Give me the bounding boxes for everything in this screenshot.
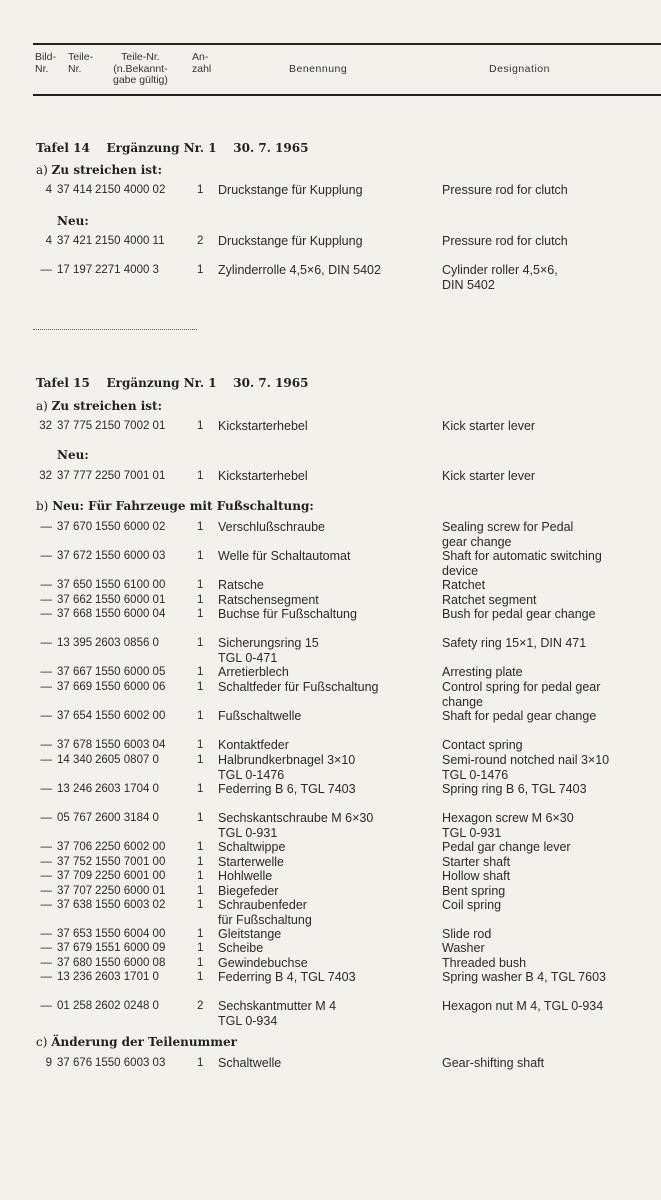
teile-nr-cell: 37 775: [57, 420, 93, 432]
quantity-cell: 1: [197, 594, 204, 606]
bild-nr-cell: 9: [45, 1057, 52, 1069]
bild-nr-cell: —: [40, 942, 52, 954]
quantity-cell: 1: [197, 710, 204, 722]
benennung-cell: Starterwelle: [218, 855, 284, 869]
bild-nr-cell: —: [40, 710, 52, 722]
new-teile-nr-cell: 1550 6000 04: [95, 608, 166, 620]
new-teile-nr-cell: 2600 3184 0: [95, 812, 159, 824]
benennung-cell: Schaltfeder für Fußschaltung: [218, 680, 379, 694]
bild-nr-cell: —: [40, 579, 52, 591]
tafel15-b-label: Neu: Für Fahrzeuge mit Fußschaltung:: [52, 499, 314, 513]
bild-nr-cell: —: [40, 899, 52, 911]
quantity-cell: 1: [197, 957, 204, 969]
teile-nr-cell: 13 395: [57, 637, 93, 649]
bild-nr-cell: —: [40, 637, 52, 649]
designation-cell: Washer: [442, 941, 485, 955]
tafel15-a-prefix: a): [36, 399, 48, 413]
benennung-cell: Gewindebuchse: [218, 956, 308, 970]
teile-nr-cell: 37 707: [57, 885, 93, 897]
header-benennung: Benennung: [289, 63, 348, 75]
header-designation: Designation: [489, 63, 550, 75]
bild-nr-cell: —: [40, 957, 52, 969]
designation-cell: Ratchet: [442, 578, 486, 592]
bild-nr-cell: —: [40, 521, 52, 533]
benennung-cell: Gleitstange: [218, 927, 282, 941]
new-teile-nr-cell: 1550 6003 03: [95, 1057, 166, 1069]
teile-nr-cell: 37 752: [57, 856, 93, 868]
designation-cell: Shaft for pedal gear change: [442, 709, 597, 723]
tafel15-b-heading: [36, 499, 314, 513]
bild-nr-cell: —: [40, 812, 52, 824]
designation-cell: Gear-shifting shaft: [442, 1056, 545, 1070]
benennung-cell: Druckstange für Kupplung: [218, 183, 363, 197]
tafel15-title: Tafel 15 Ergänzung Nr. 1 30. 7. 1965: [36, 376, 309, 390]
new-teile-nr-cell: 2605 0807 0: [95, 754, 159, 766]
tafel14-a-heading: [36, 163, 162, 177]
designation-cell: Ratchet segment: [442, 593, 537, 607]
designation-cell: Coil spring: [442, 898, 502, 912]
designation-cell: Pressure rod for clutch: [442, 234, 568, 248]
benennung-cell: Fußschaltwelle: [218, 709, 302, 723]
new-teile-nr-cell: 1550 7001 00: [95, 856, 166, 868]
benennung-cell: Federring B 4, TGL 7403: [218, 970, 356, 984]
tafel15-b-prefix: b): [36, 499, 49, 513]
benennung-cell: Ratsche: [218, 578, 264, 592]
benennung-cell: Kickstarterhebel: [218, 469, 308, 483]
quantity-cell: 2: [197, 235, 204, 247]
header-bottom-rule: [33, 94, 661, 96]
tafel14-title: Tafel 14 Ergänzung Nr. 1 30. 7. 1965: [36, 141, 309, 155]
new-teile-nr-cell: 1550 6000 08: [95, 957, 166, 969]
new-teile-nr-cell: 1550 6003 04: [95, 739, 166, 751]
benennung-cell-line2: TGL 0-471: [218, 650, 278, 665]
designation-cell-line2: TGL 0-931: [442, 825, 502, 840]
bild-nr-cell: —: [40, 681, 52, 693]
new-teile-nr-cell: 2250 7001 01: [95, 470, 166, 482]
quantity-cell: 1: [197, 420, 204, 432]
teile-nr-cell: 37 667: [57, 666, 93, 678]
quantity-cell: 1: [197, 184, 204, 196]
benennung-cell: Kickstarterhebel: [218, 419, 308, 433]
designation-cell: Contact spring: [442, 738, 523, 752]
teile-nr-cell: 37 777: [57, 470, 93, 482]
benennung-cell: Verschlußschraube: [218, 520, 326, 534]
new-teile-nr-cell: 2603 0856 0: [95, 637, 159, 649]
bild-nr-cell: 4: [45, 235, 52, 247]
benennung-cell: Arretierblech: [218, 665, 289, 679]
quantity-cell: 1: [197, 899, 204, 911]
new-teile-nr-cell: 2250 6000 01: [95, 885, 166, 897]
quantity-cell: 1: [197, 739, 204, 751]
teile-nr-cell: 37 653: [57, 928, 93, 940]
designation-cell: Spring washer B 4, TGL 7603: [442, 970, 606, 984]
benennung-cell: Schaltwippe: [218, 840, 286, 854]
benennung-cell: Scheibe: [218, 941, 264, 955]
teile-nr-cell: 37 668: [57, 608, 93, 620]
new-teile-nr-cell: 2603 1704 0: [95, 783, 159, 795]
teile-nr-cell: 37 414: [57, 184, 93, 196]
designation-cell: Slide rod: [442, 927, 492, 941]
teile-nr-cell: 13 246: [57, 783, 93, 795]
new-teile-nr-cell: 1550 6000 03: [95, 550, 166, 562]
designation-cell: Bush for pedal gear change: [442, 607, 596, 621]
quantity-cell: 1: [197, 550, 204, 562]
benennung-cell: Schraubenfeder: [218, 898, 307, 912]
benennung-cell: Federring B 6, TGL 7403: [218, 782, 356, 796]
designation-cell: Hexagon nut M 4, TGL 0-934: [442, 999, 604, 1013]
designation-cell: Hexagon screw M 6×30: [442, 811, 574, 825]
teile-nr-cell: 37 638: [57, 899, 93, 911]
new-teile-nr-cell: 1550 6100 00: [95, 579, 166, 591]
new-teile-nr-cell: 2250 6001 00: [95, 870, 166, 882]
designation-cell: Safety ring 15×1, DIN 471: [442, 636, 587, 650]
designation-cell: Control spring for pedal gear: [442, 680, 601, 694]
new-teile-nr-cell: 1550 6000 01: [95, 594, 166, 606]
teile-nr-cell: 37 421: [57, 235, 93, 247]
designation-cell: Arresting plate: [442, 665, 523, 679]
designation-cell: Cylinder roller 4,5×6,: [442, 263, 558, 277]
new-teile-nr-cell: 1550 6000 02: [95, 521, 166, 533]
benennung-cell-line2: TGL 0-931: [218, 825, 278, 840]
new-teile-nr-cell: 1550 6000 05: [95, 666, 166, 678]
benennung-cell: Buchse für Fußschaltung: [218, 607, 357, 621]
designation-cell: Shaft for automatic switching: [442, 549, 602, 563]
new-teile-nr-cell: 1550 6002 00: [95, 710, 166, 722]
designation-cell-line2: change: [442, 694, 484, 709]
designation-cell: Bent spring: [442, 884, 506, 898]
teile-nr-cell: 17 197: [57, 264, 93, 276]
designation-cell-line2: DIN 5402: [442, 277, 495, 292]
quantity-cell: 1: [197, 470, 204, 482]
designation-cell: Threaded bush: [442, 956, 527, 970]
tafel14-a-label: Zu streichen ist:: [51, 163, 163, 177]
new-teile-nr-cell: 1550 6003 02: [95, 899, 166, 911]
bild-nr-cell: —: [40, 666, 52, 678]
tafel15-a-label: Zu streichen ist:: [51, 399, 163, 413]
benennung-cell: Sechskantschraube M 6×30: [218, 811, 374, 825]
new-teile-nr-cell: 2602 0248 0: [95, 1000, 159, 1012]
teile-nr-cell: 37 672: [57, 550, 93, 562]
section-separator-dots: [33, 329, 197, 330]
bild-nr-cell: —: [40, 608, 52, 620]
bild-nr-cell: —: [40, 928, 52, 940]
bild-nr-cell: 4: [45, 184, 52, 196]
bild-nr-cell: —: [40, 754, 52, 766]
benennung-cell: Schaltwelle: [218, 1056, 282, 1070]
quantity-cell: 1: [197, 264, 204, 276]
designation-cell: Kick starter lever: [442, 469, 536, 483]
tafel15-c-heading: [36, 1035, 237, 1049]
teile-nr-cell: 37 650: [57, 579, 93, 591]
teile-nr-cell: 01 258: [57, 1000, 93, 1012]
new-teile-nr-cell: 1551 6000 09: [95, 942, 166, 954]
bild-nr-cell: —: [40, 1000, 52, 1012]
teile-nr-cell: 14 340: [57, 754, 93, 766]
quantity-cell: 1: [197, 885, 204, 897]
teile-nr-cell: 37 676: [57, 1057, 93, 1069]
benennung-cell: Kontaktfeder: [218, 738, 289, 752]
bild-nr-cell: 32: [39, 420, 52, 432]
teile-nr-cell: 13 236: [57, 971, 93, 983]
designation-cell: Kick starter lever: [442, 419, 536, 433]
new-teile-nr-cell: 2150 4000 02: [95, 184, 166, 196]
bild-nr-cell: —: [40, 841, 52, 853]
teile-nr-cell: 37 706: [57, 841, 93, 853]
designation-cell-line2: gear change: [442, 534, 512, 549]
benennung-cell: Ratschensegment: [218, 593, 319, 607]
benennung-cell: Halbrundkerbnagel 3×10: [218, 753, 356, 767]
quantity-cell: 1: [197, 637, 204, 649]
bild-nr-cell: —: [40, 739, 52, 751]
new-teile-nr-cell: 2271 4000 3: [95, 264, 159, 276]
new-teile-nr-cell: 2603 1701 0: [95, 971, 159, 983]
benennung-cell-line2: TGL 0-1476: [218, 767, 285, 782]
designation-cell: Hollow shaft: [442, 869, 511, 883]
designation-cell: Spring ring B 6, TGL 7403: [442, 782, 587, 796]
quantity-cell: 1: [197, 870, 204, 882]
bild-nr-cell: —: [40, 550, 52, 562]
new-teile-nr-cell: 2150 4000 11: [95, 235, 165, 247]
designation-cell: Sealing screw for Pedal: [442, 520, 574, 534]
quantity-cell: 1: [197, 812, 204, 824]
benennung-cell: Zylinderrolle 4,5×6, DIN 5402: [218, 263, 381, 277]
teile-nr-cell: 37 654: [57, 710, 93, 722]
new-teile-nr-cell: 1550 6004 00: [95, 928, 166, 940]
header-teile-neu: Teile-Nr. (n.Bekannt- gabe gültig): [113, 51, 168, 86]
designation-cell: Pressure rod for clutch: [442, 183, 568, 197]
benennung-cell: Sicherungsring 15: [218, 636, 319, 650]
bild-nr-cell: —: [40, 971, 52, 983]
header-bild: Bild- Nr.: [35, 51, 57, 75]
bild-nr-cell: —: [40, 885, 52, 897]
header-anzahl: An- zahl: [192, 51, 212, 75]
teile-nr-cell: 37 669: [57, 681, 93, 693]
quantity-cell: 1: [197, 841, 204, 853]
bild-nr-cell: 32: [39, 470, 52, 482]
header-top-rule: [33, 43, 661, 45]
bild-nr-cell: —: [40, 856, 52, 868]
quantity-cell: 1: [197, 1057, 204, 1069]
benennung-cell-line2: für Fußschaltung: [218, 912, 312, 927]
designation-cell-line2: device: [442, 563, 479, 578]
tafel15-a-heading: [36, 399, 162, 413]
benennung-cell: Biegefeder: [218, 884, 279, 898]
quantity-cell: 1: [197, 681, 204, 693]
quantity-cell: 1: [197, 942, 204, 954]
teile-nr-cell: 37 680: [57, 957, 93, 969]
quantity-cell: 1: [197, 971, 204, 983]
teile-nr-cell: 37 679: [57, 942, 93, 954]
quantity-cell: 1: [197, 928, 204, 940]
tafel15-neu-heading: Neu:: [57, 448, 89, 462]
quantity-cell: 1: [197, 783, 204, 795]
new-teile-nr-cell: 2150 7002 01: [95, 420, 166, 432]
tafel14-a-prefix: a): [36, 163, 48, 177]
quantity-cell: 1: [197, 754, 204, 766]
designation-cell: Pedal gar change lever: [442, 840, 571, 854]
benennung-cell-line2: TGL 0-934: [218, 1013, 278, 1028]
designation-cell-line2: TGL 0-1476: [442, 767, 509, 782]
quantity-cell: 1: [197, 666, 204, 678]
bild-nr-cell: —: [40, 783, 52, 795]
quantity-cell: 1: [197, 608, 204, 620]
quantity-cell: 1: [197, 579, 204, 591]
teile-nr-cell: 37 662: [57, 594, 93, 606]
header-teile: Teile- Nr.: [68, 51, 94, 75]
bild-nr-cell: —: [40, 870, 52, 882]
teile-nr-cell: 37 709: [57, 870, 93, 882]
quantity-cell: 1: [197, 856, 204, 868]
bild-nr-cell: —: [40, 264, 52, 276]
benennung-cell: Welle für Schaltautomat: [218, 549, 351, 563]
benennung-cell: Sechskantmutter M 4: [218, 999, 337, 1013]
benennung-cell: Hohlwelle: [218, 869, 273, 883]
new-teile-nr-cell: 2250 6002 00: [95, 841, 166, 853]
tafel15-c-label: Änderung der Teilenummer: [51, 1035, 237, 1049]
tafel14-neu-heading: Neu:: [57, 214, 89, 228]
bild-nr-cell: —: [40, 594, 52, 606]
teile-nr-cell: 37 670: [57, 521, 93, 533]
benennung-cell: Druckstange für Kupplung: [218, 234, 363, 248]
teile-nr-cell: 05 767: [57, 812, 93, 824]
designation-cell: Starter shaft: [442, 855, 511, 869]
designation-cell: Semi-round notched nail 3×10: [442, 753, 610, 767]
quantity-cell: 2: [197, 1000, 204, 1012]
quantity-cell: 1: [197, 521, 204, 533]
teile-nr-cell: 37 678: [57, 739, 93, 751]
new-teile-nr-cell: 1550 6000 06: [95, 681, 166, 693]
tafel15-c-prefix: c): [36, 1035, 48, 1049]
